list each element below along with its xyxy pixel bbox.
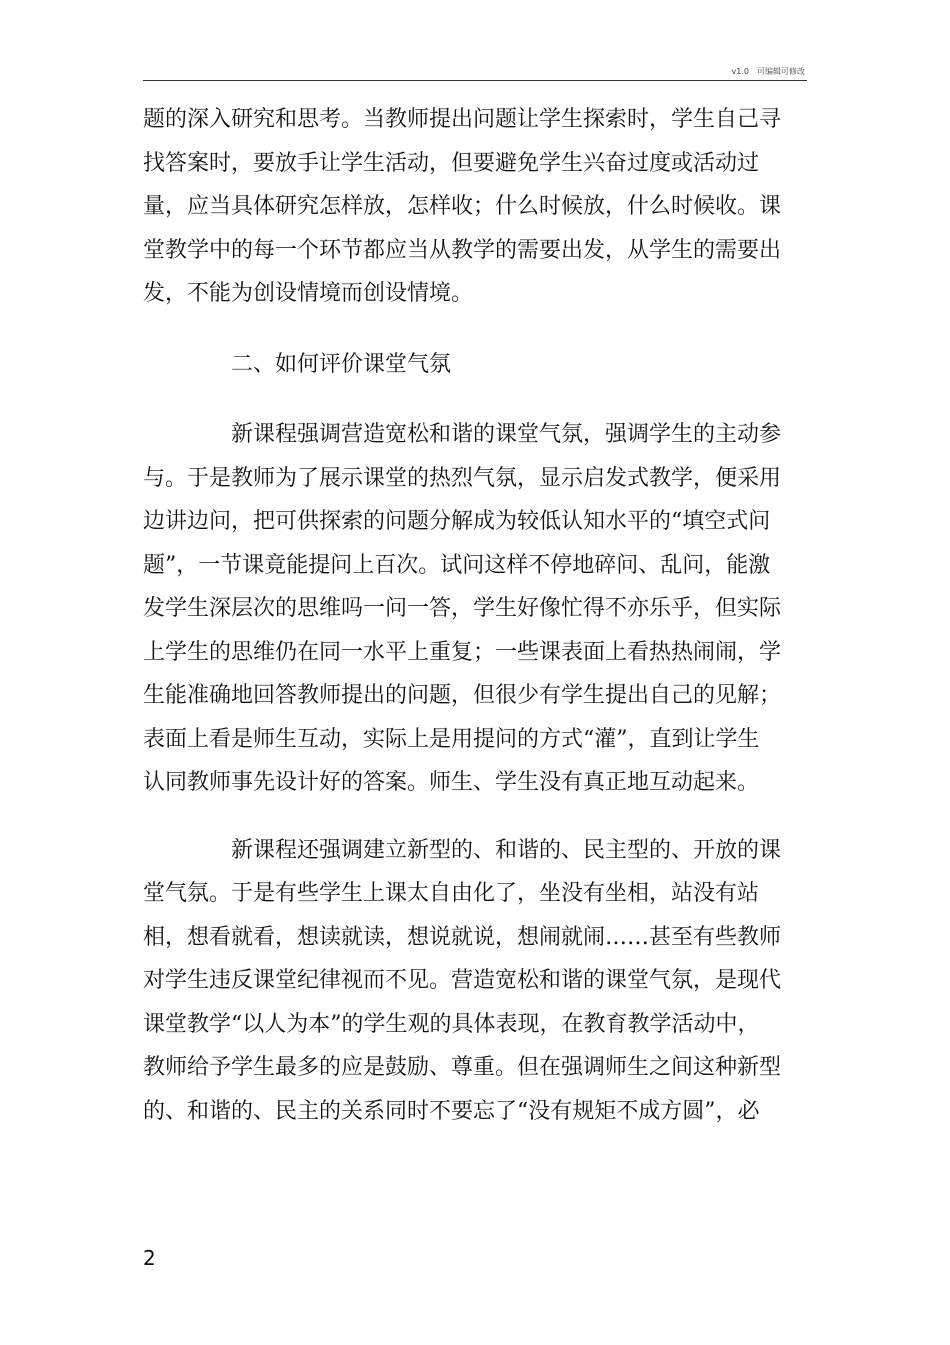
para1-line-5: 发，不能为创设情境而创设情境。 [143, 281, 474, 306]
para3-line-2: 堂气氛。于是有些学生上课太自由化了，坐没有坐相，站没有站 [143, 881, 760, 906]
para2-line-9: 认同教师事先设计好的答案。师生、学生没有真正地互动起来。 [143, 770, 760, 795]
para2-line-6: 上学生的思维仍在同一水平上重复；一些课表面上看热热闹闹，学 [143, 639, 782, 665]
para3-line-6: 教师给予学生最多的应是鼓励、尊重。但在强调师生之间这种新型 [143, 1055, 782, 1080]
header-version-text: v1.0 可编辑可修改 [731, 67, 805, 76]
para2-line-4: 题”，一节课竟能提问上百次。试问这样不停地碎问、乱问，能激 [143, 552, 771, 578]
page-number: 2 [143, 1246, 156, 1270]
para1-line-3: 量，应当具体研究怎样放，怎样收；什么时候放，什么时候收。课 [143, 194, 782, 219]
paragraph-gap [143, 805, 763, 829]
para3-line-1: 新课程还强调建立新型的、和谐的、民主型的、开放的课 [231, 837, 782, 863]
para3-line-3: 相，想看就看，想读就读，想说就说，想闹就闹……甚至有些教师 [143, 924, 782, 950]
paragraph-gap [143, 316, 763, 343]
para3-line-4: 对学生违反课堂纪律视而不见。营造宽松和谐的课堂气氛，是现代 [143, 968, 782, 993]
para2-line-8: 表面上看是师生互动，实际上是用提问的方式“灌”，直到让学生 [143, 726, 760, 752]
para3-line-5: 课堂教学“以人为本”的学生观的具体表现，在教育教学活动中， [143, 1011, 760, 1037]
paragraph-gap [143, 386, 763, 413]
para2-line-5: 发学生深层次的思维吗一问一答，学生好像忙得不亦乐乎，但实际 [143, 596, 782, 621]
header-rule [143, 80, 807, 81]
document-body [143, 98, 782, 1133]
para3-line-7: 的、和谐的、民主的关系同时不要忘了“没有规矩不成方圆”，必 [143, 1098, 760, 1124]
para1-line-4: 堂教学中的每一个环节都应当从教学的需要出发，从学生的需要出 [143, 237, 782, 263]
para1-line-1: 题的深入研究和思考。当教师提出问题让学生探索时，学生自己寻 [143, 107, 782, 132]
para2-line-3: 边讲边问，把可供探索的问题分解成为较低认知水平的“填空式问 [143, 509, 771, 534]
section-heading: 二、如何评价课堂气氛 [231, 351, 452, 377]
para2-line-7: 生能准确地回答教师提出的问题，但很少有学生提出自己的见解； [143, 683, 782, 708]
para1-line-2: 找答案时，要放手让学生活动，但要避免学生兴奋过度或活动过 [143, 150, 760, 176]
para2-line-1: 新课程强调营造宽松和谐的课堂气氛，强调学生的主动参 [231, 422, 782, 447]
para2-line-2: 与。于是教师为了展示课堂的热烈气氛，显示启发式教学，便采用 [143, 465, 782, 491]
